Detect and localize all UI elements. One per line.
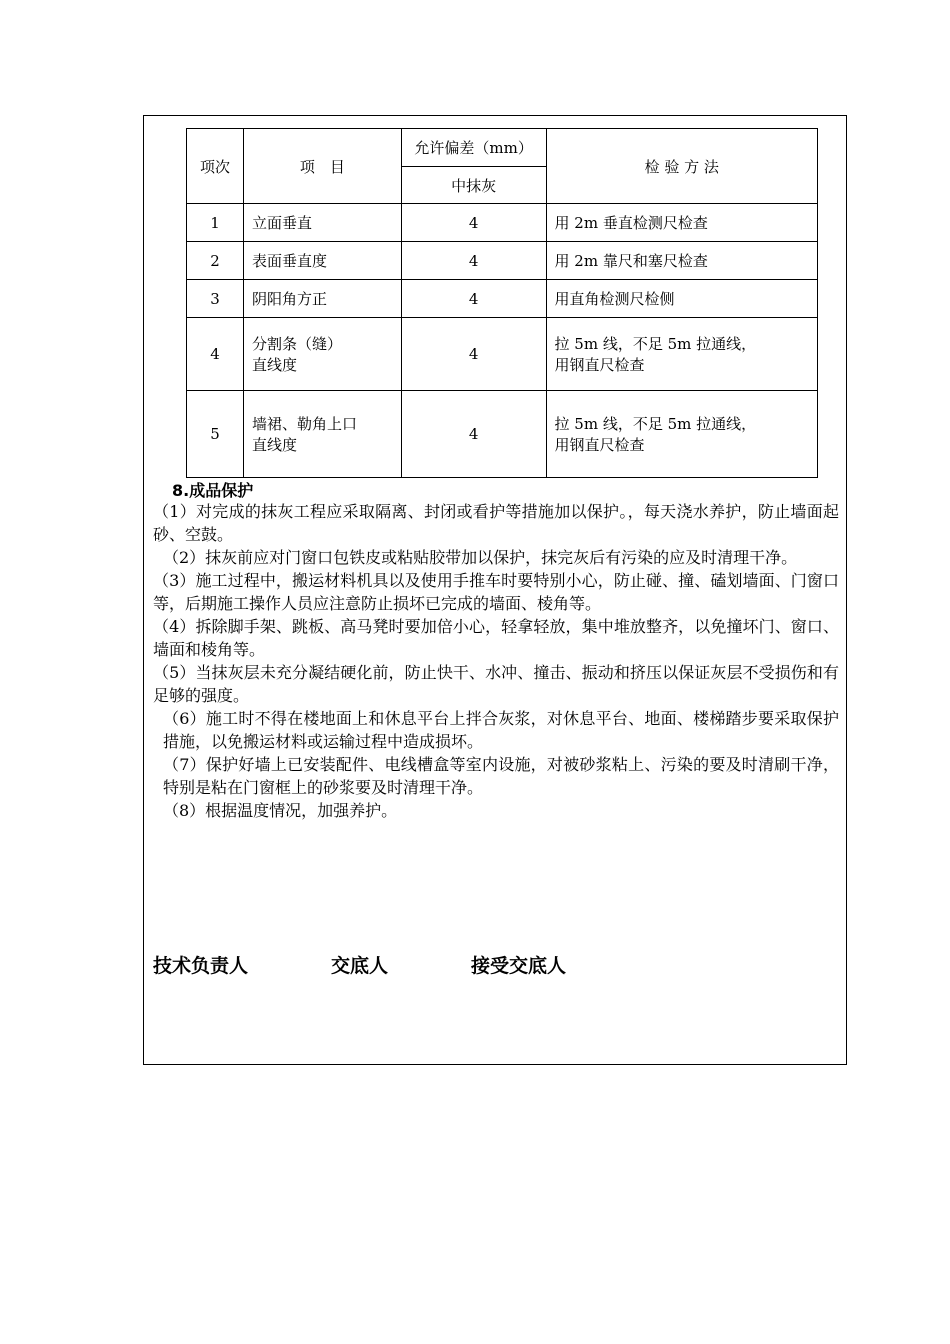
table-row: [187, 204, 818, 242]
paragraph: （1）对完成的抹灰工程应采取隔离、封闭或看护等措施加以保护。，每天浇水养护，防止墙面起砂、空鼓。: [153, 502, 839, 544]
tech-lead-label: 技术负责人: [153, 955, 249, 977]
table-row: [187, 318, 818, 391]
row-method: 用 2m 垂直检测尺检查: [546, 204, 817, 242]
header-no: 项次: [187, 129, 244, 204]
header-tolerance: 允许偏差（mm）: [401, 129, 546, 167]
paragraph: （5）当抹灰层未充分凝结硬化前，防止快干、水冲、撞击、振动和挤压以保证灰层不受损伤和有足够的强度。: [153, 663, 839, 705]
row-no: 2: [187, 242, 244, 280]
row-item: 立面垂直: [243, 204, 401, 242]
row-tolerance: 4: [401, 204, 546, 242]
paragraph: （6）施工时不得在楼地面上和休息平台上拌合灰浆，对休息平台、地面、楼梯踏步要采取保护措施，以免搬运材料或运输过程中造成损坏。: [163, 709, 839, 751]
row-item: 表面垂直度: [243, 242, 401, 280]
row-no: 4: [187, 318, 244, 391]
paragraph: （7）保护好墙上已安装配件、电线槽盒等室内设施，对被砂浆粘上、污染的要及时清刷干净，特别是粘在门窗框上的砂浆要及时清理干净。: [163, 755, 839, 797]
paragraph: （4）拆除脚手架、跳板、高马凳时要加倍小心，轻拿轻放，集中堆放整齐，以免撞坏门、窗口、墙面和棱角等。: [153, 617, 839, 659]
row-method: 拉 5m 线，不足 5m 拉通线， 用钢直尺检查: [546, 318, 817, 391]
paragraph: （3）施工过程中，搬运材料机具以及使用手推车时要特别小心，防止碰、撞、磕划墙面、门窗口等，后期施工操作人员应注意防止损坏已完成的墙面、棱角等。: [153, 571, 839, 613]
header-method: 检 验 方 法: [546, 129, 817, 204]
section-title: 8.成品保护: [172, 481, 254, 500]
row-tolerance: 4: [401, 280, 546, 318]
row-method: 用 2m 靠尺和塞尺检查: [546, 242, 817, 280]
row-item: 分割条（缝） 直线度: [243, 318, 401, 391]
paragraph: （8）根据温度情况，加强养护。: [163, 801, 398, 820]
row-method: 用直角检测尺检侧: [546, 280, 817, 318]
table-row: [187, 280, 818, 318]
table-row: [187, 391, 818, 478]
row-item: 墙裙、勒角上口 直线度: [243, 391, 401, 478]
paragraph: （2）抹灰前应对门窗口包铁皮或粘贴胶带加以保护，抹完灰后有污染的应及时清理干净。: [163, 548, 798, 567]
table-row: [187, 242, 818, 280]
row-tolerance: 4: [401, 318, 546, 391]
tolerance-table: [186, 128, 818, 478]
row-item: 阴阳角方正: [243, 280, 401, 318]
header-sub: 中抹灰: [401, 167, 546, 204]
row-no: 5: [187, 391, 244, 478]
presenter-label: 交底人: [331, 955, 389, 977]
row-tolerance: 4: [401, 242, 546, 280]
row-tolerance: 4: [401, 391, 546, 478]
row-no: 3: [187, 280, 244, 318]
header-item: 项 目: [243, 129, 401, 204]
protection-paragraphs: [153, 500, 839, 822]
row-no: 1: [187, 204, 244, 242]
receiver-label: 接受交底人: [471, 955, 567, 977]
row-method: 拉 5m 线，不足 5m 拉通线， 用钢直尺检查: [546, 391, 817, 478]
